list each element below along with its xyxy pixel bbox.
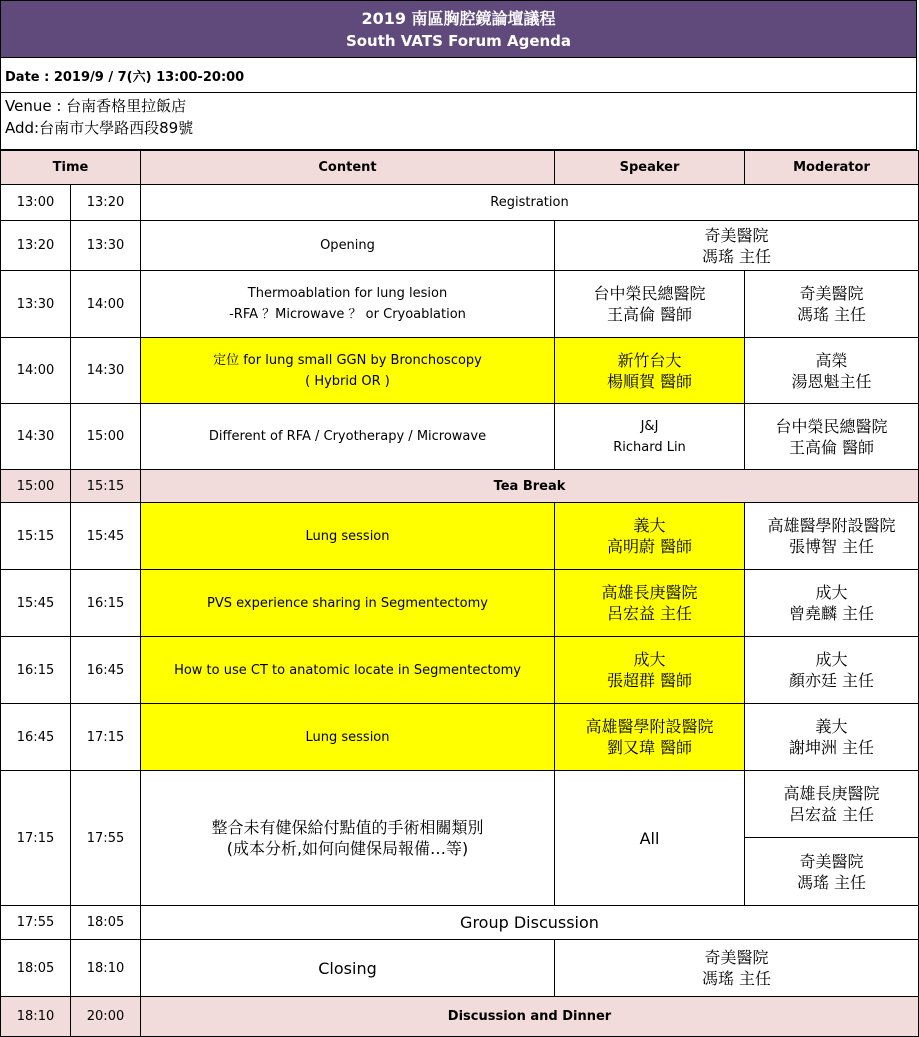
content-line: -RFA ？Microwave ？ or Cryoablation: [229, 307, 466, 322]
title-zh: 2019 南區胸腔鏡論壇議程: [361, 9, 556, 28]
person-name: 曾堯麟 主任: [788, 604, 875, 623]
title-en: South VATS Forum Agenda: [345, 32, 572, 50]
session-content: Registration: [141, 185, 919, 221]
person-name: 呂宏益 主任: [606, 604, 693, 623]
content-line: Thermoablation for lung lesion: [247, 286, 448, 301]
person-name: 謝坤洲 主任: [788, 738, 875, 757]
session-content: Group Discussion: [141, 906, 919, 940]
org-name: 義大: [633, 516, 666, 535]
table-row: [1, 570, 919, 637]
end-time: 15:15: [71, 470, 141, 503]
session-content: [141, 338, 555, 404]
person-name: 馮瑤 主任: [796, 305, 867, 324]
org-name: 高雄長庚醫院: [601, 583, 698, 602]
end-time: 15:00: [71, 404, 141, 470]
start-time: 14:30: [1, 404, 71, 470]
venue-text: Venue : 台南香格里拉飯店: [5, 97, 187, 115]
table-row: [1, 704, 919, 771]
col-speaker: Speaker: [555, 151, 745, 185]
session-content: PVS experience sharing in Segmentectomy: [141, 570, 555, 637]
date-line: Date : 2019/9 / 7(六) 13:00-20:00: [0, 58, 917, 93]
org-name: 新竹台大: [617, 350, 682, 370]
org-name: 奇美醫院: [704, 948, 769, 967]
person-name: 馮瑤 主任: [701, 969, 772, 988]
agenda-table: [0, 150, 919, 1037]
speaker-moderator: [555, 221, 919, 271]
speaker-moderator: [555, 940, 919, 997]
speaker: [555, 404, 745, 470]
start-time: 13:30: [1, 271, 71, 338]
person-name: 王高倫 醫師: [606, 305, 693, 324]
moderator: [745, 404, 919, 470]
org-name: 成大: [815, 583, 848, 602]
end-time: 14:00: [71, 271, 141, 338]
moderator: [745, 637, 919, 704]
end-time: 15:45: [71, 503, 141, 570]
org-name: 成大: [815, 650, 848, 669]
person-name: 高明蔚 醫師: [606, 537, 693, 556]
end-time: 16:45: [71, 637, 141, 704]
end-time: 17:55: [71, 771, 141, 906]
col-content: Content: [141, 151, 555, 185]
person-name: 張博智 主任: [788, 537, 875, 556]
address-text: Add:台南市大學路西段89號: [5, 119, 194, 137]
speaker: [555, 704, 745, 771]
table-row: [1, 503, 919, 570]
session-content: Discussion and Dinner: [141, 997, 919, 1037]
org-name: 義大: [815, 717, 848, 736]
start-time: 17:55: [1, 906, 71, 940]
start-time: 13:00: [1, 185, 71, 221]
session-content: Lung session: [141, 704, 555, 771]
speaker: [555, 570, 745, 637]
person-name: 劉又瑋 醫師: [606, 738, 693, 757]
moderator: [745, 838, 919, 906]
start-time: 14:00: [1, 338, 71, 404]
moderator: [745, 271, 919, 338]
person-name: 馮瑤 主任: [796, 872, 867, 892]
end-time: 14:30: [71, 338, 141, 404]
table-row: [1, 906, 919, 940]
person-name: 顏亦廷 主任: [788, 671, 875, 690]
moderator: [745, 704, 919, 771]
org-name: 奇美醫院: [799, 284, 864, 303]
speaker: [555, 637, 745, 704]
org-name: 奇美醫院: [799, 851, 864, 871]
org-name: 高雄長庚醫院: [783, 784, 880, 803]
person-name: 王高倫 醫師: [788, 437, 875, 457]
speaker: All: [555, 771, 745, 906]
person-name: 呂宏益 主任: [788, 805, 875, 824]
moderator: [745, 338, 919, 404]
table-row: [1, 404, 919, 470]
session-content: Closing: [141, 940, 555, 997]
start-time: 15:00: [1, 470, 71, 503]
session-content: Tea Break: [141, 470, 919, 503]
org-name: 高雄醫學附設醫院: [585, 717, 714, 736]
session-content: [141, 771, 555, 906]
end-time: 20:00: [71, 997, 141, 1037]
agenda-header: [0, 0, 917, 58]
table-row: [1, 997, 919, 1037]
table-row: [1, 940, 919, 997]
end-time: 18:05: [71, 906, 141, 940]
end-time: 13:30: [71, 221, 141, 271]
header-row: [1, 151, 919, 185]
moderator: [745, 570, 919, 637]
person-name: 楊順賀 醫師: [606, 371, 693, 391]
table-row: [1, 637, 919, 704]
org-name: J&J: [640, 418, 659, 434]
moderator: [745, 771, 919, 838]
start-time: 13:20: [1, 221, 71, 271]
content-line: (成本分析,如何向健保局報備…等): [226, 839, 469, 858]
content-line: 定位 for lung small GGN by Bronchoscopy: [213, 352, 482, 368]
table-row: [1, 221, 919, 271]
col-time: Time: [1, 151, 141, 185]
person-name: 馮瑤 主任: [701, 246, 772, 266]
end-time: 18:10: [71, 940, 141, 997]
table-row: [1, 271, 919, 338]
start-time: 18:10: [1, 997, 71, 1037]
start-time: 16:45: [1, 704, 71, 771]
session-content: Lung session: [141, 503, 555, 570]
end-time: 13:20: [71, 185, 141, 221]
speaker: [555, 271, 745, 338]
org-name: 高榮: [815, 350, 848, 370]
col-moderator: Moderator: [745, 151, 919, 185]
person-name: 湯恩魁主任: [791, 371, 872, 391]
end-time: 16:15: [71, 570, 141, 637]
start-time: 18:05: [1, 940, 71, 997]
person-name: Richard Lin: [613, 439, 686, 455]
session-content: How to use CT to anatomic locate in Segmentectomy: [141, 637, 555, 704]
content-line: 整合未有健保給付點值的手術相關類別: [211, 818, 484, 837]
session-content: Different of RFA / Cryotherapy / Microwave: [141, 404, 555, 470]
venue-block: [0, 93, 917, 150]
person-name: 張超群 醫師: [606, 671, 693, 690]
speaker: [555, 338, 745, 404]
org-name: 高雄醫學附設醫院: [767, 516, 896, 535]
table-row: [1, 338, 919, 404]
speaker: [555, 503, 745, 570]
org-name: 台中榮民總醫院: [593, 284, 706, 303]
table-row: [1, 771, 919, 838]
org-name: 成大: [633, 650, 666, 669]
org-name: 台中榮民總醫院: [775, 416, 888, 436]
start-time: 16:15: [1, 637, 71, 704]
start-time: 17:15: [1, 771, 71, 906]
session-content: [141, 271, 555, 338]
end-time: 17:15: [71, 704, 141, 771]
session-content: Opening: [141, 221, 555, 271]
content-line: ( Hybrid OR ): [305, 373, 390, 389]
table-row: [1, 185, 919, 221]
start-time: 15:15: [1, 503, 71, 570]
org-name: 奇美醫院: [704, 225, 769, 245]
start-time: 15:45: [1, 570, 71, 637]
moderator: [745, 503, 919, 570]
table-row: [1, 470, 919, 503]
